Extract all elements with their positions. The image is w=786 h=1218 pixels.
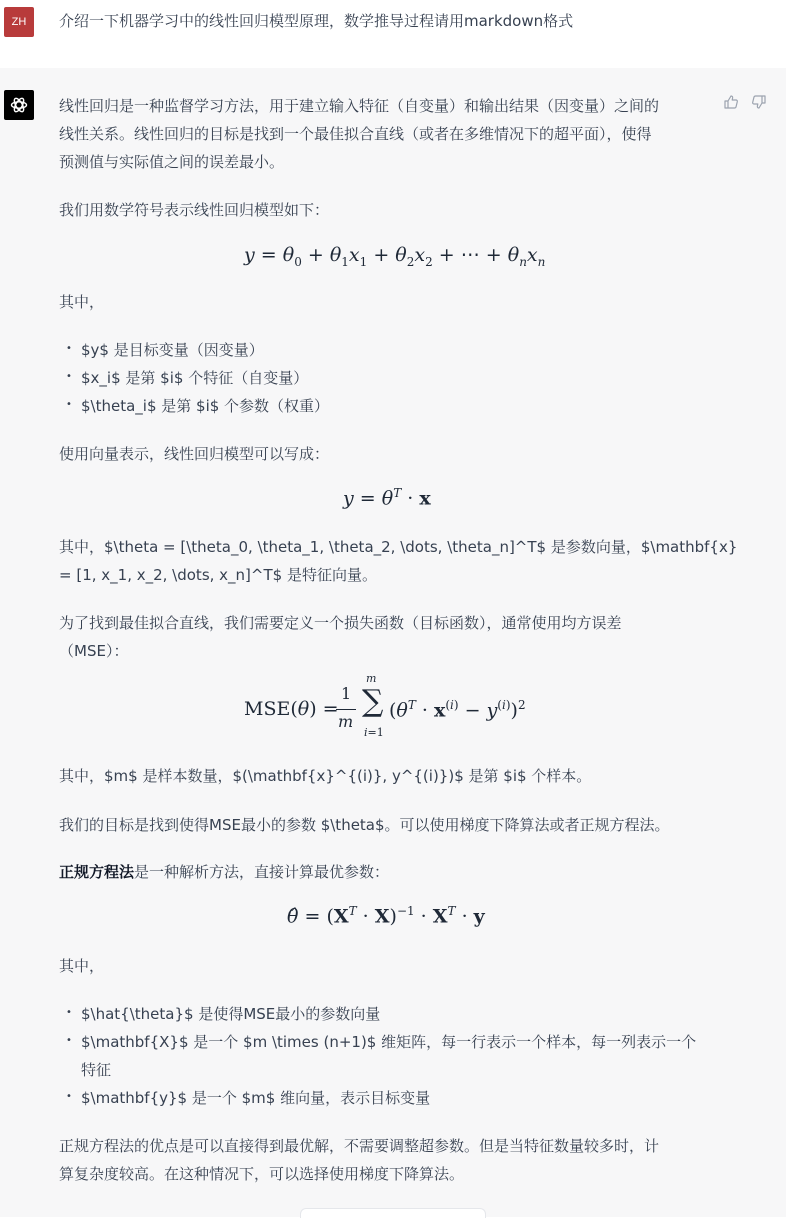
list-bullet: • (66, 399, 72, 410)
openai-logo-icon (9, 95, 29, 115)
paragraph-where-1: 其中， (59, 293, 105, 311)
list-item: $\mathbf{X}$ 是一个 $m \times (n+1)$ 维矩阵，每一行表示一个样本，每一列表示一个 (81, 1033, 697, 1051)
paragraph-intro-line3: 预测值与实际值之间的误差最小。 (59, 153, 285, 171)
list-bullet: • (66, 1035, 72, 1046)
paragraph-normal-eq (59, 858, 389, 886)
paragraph-intro-line1: 线性回归是一种监督学习方法，用于建立输入特征（自变量）和输出结果（因变量）之间的 (59, 97, 660, 115)
thumbs-down-icon[interactable] (751, 94, 767, 114)
paragraph-loss-line2: （MSE）： (59, 642, 129, 660)
equation-mse: MSE(θ) = 1 m m ∑ i=1 $(\theta^T \cdot x^{(i)} - y^{(i)})^2$ (244, 672, 526, 739)
equation-vector-model: $y = \theta^T \cdot x$ (343, 486, 431, 510)
list-bullet: • (66, 1007, 72, 1018)
paragraph-conclusion-line2: 算复杂度较高。在这种情况下，可以选择使用梯度下降算法。 (59, 1165, 465, 1183)
list-item: $x_i$ 是第 $i$ 个特征（自变量） (81, 369, 309, 387)
paragraph-intro-line2: 线性关系。线性回归的目标是找到一个最佳拟合直线（或者在多维情况下的超平面），使得 (59, 125, 652, 143)
paragraph-vector-form: 使用向量表示，线性回归模型可以写成： (59, 445, 330, 463)
equation-normal: θ̂ = $(X^T \cdot X)^{-1} \cdot X^T \cdot y$ (287, 904, 485, 928)
list-bullet: • (66, 371, 72, 382)
list-item: $\hat{\theta}$ 是使得MSE最小的参数向量 (81, 1005, 381, 1023)
paragraph-conclusion-line1: 正规方程法的优点是可以直接得到最优解，不需要调整超参数。但是当特征数量较多时，计 (59, 1137, 660, 1155)
normal-eq-bold: 正规方程法 (59, 863, 135, 881)
paragraph-vector-def-line2: = [1, x_1, x_2, \dots, x_n]^T$ 是特征向量。 (59, 566, 377, 584)
paragraph-loss-line1: 为了找到最佳拟合直线，我们需要定义一个损失函数（目标函数），通常使用均方误差 (59, 614, 622, 632)
user-message-text: 介绍一下机器学习中的线性回归模型原理，数学推导过程请用markdown格式 (59, 12, 574, 30)
list-bullet: • (66, 1091, 72, 1102)
list-bullet: • (66, 343, 72, 354)
list-item-continuation: 特征 (81, 1061, 112, 1079)
paragraph-where-2: 其中， (59, 957, 105, 975)
user-avatar: ZH (4, 7, 34, 37)
paragraph-model-intro: 我们用数学符号表示线性回归模型如下： (59, 201, 330, 219)
list-item: $\theta_i$ 是第 $i$ 个参数（权重） (81, 397, 330, 415)
paragraph-vector-def-line1: 其中，$\theta = [\theta_0, \theta_1, \theta_2, \dots, \theta_n]^T$ 是参数向量，$\mathbf{x} (59, 538, 738, 556)
assistant-avatar (4, 90, 34, 120)
thumbs-up-icon[interactable] (723, 94, 739, 114)
paragraph-sample-def: 其中，$m$ 是样本数量，$(\mathbf{x}^{(i)}, y^{(i)})$ 是第 $i$ 个样本。 (59, 767, 592, 785)
user-message-row (0, 0, 786, 69)
list-item: $\mathbf{y}$ 是一个 $m$ 维向量，表示目标变量 (81, 1089, 431, 1107)
equation-linear-model: $y = \theta_0 + \theta_1x_1 + \theta_2x_2$ + ⋯ + $\theta_nx_n$ (244, 244, 546, 269)
normal-eq-rest: 是一种解析方法，直接计算最优参数： (134, 863, 390, 881)
paragraph-goal: 我们的目标是找到使得MSE最小的参数 $\theta$。可以使用梯度下降算法或者正规方程法。 (59, 816, 670, 834)
list-item: $y$ 是目标变量（因变量） (81, 341, 264, 359)
